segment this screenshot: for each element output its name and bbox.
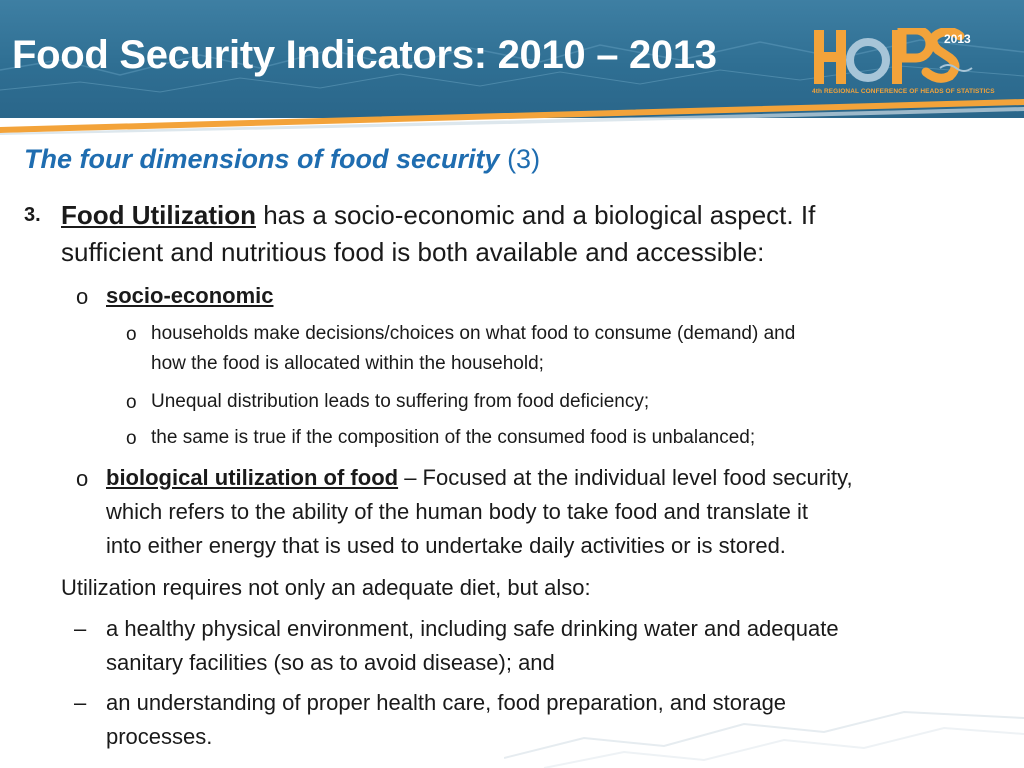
page-title: Food Security Indicators: 2010 – 2013 [12,33,717,77]
bio-line2: which refers to the ability of the human body to take food and translate it [106,499,808,524]
logo-year: 2013 [944,32,971,46]
socio-label-text: socio-economic [106,283,274,308]
socio-sub2-line1: Unequal distribution leads to suffering from food deficiency; [151,391,650,412]
item3-line2: sufficient and nutritious food is both available and accessible: [61,237,765,267]
bio-bullet: o [76,466,89,491]
socio-sub2-bullet: o [126,392,137,413]
subtitle-emphasis: The four dimensions of food security [24,144,500,174]
socio-sub1-line2: how the food is allocated within the household; [151,353,544,374]
item3-line1-rest: has a socio-economic and a biological aspect. If [255,200,816,230]
requires-item2-line1: an understanding of proper health care, food preparation, and storage [106,690,787,715]
socio-sub3-line1: the same is true if the composition of the consumed food is unbalanced; [151,427,756,448]
bio-line1 [106,465,853,491]
item-number: 3. [24,204,41,226]
logo-tagline: 4th REGIONAL CONFERENCE OF HEADS OF STATISTICS [812,88,995,95]
requires-item1-bullet: – [74,616,87,641]
socio-sub3-bullet: o [126,428,137,449]
socio-label [106,283,273,309]
requires-intro: Utilization requires not only an adequate diet, but also: [61,575,591,600]
bio-line3: into either energy that is used to undertake daily activities or is stored. [106,533,786,558]
requires-item2-line2: processes. [106,724,213,749]
requires-item2-bullet: – [74,690,87,715]
socio-sub1-line1: households make decisions/choices on what food to consume (demand) and [151,323,796,344]
socio-sub1-bullet: o [126,324,137,345]
bio-label: biological utilization of food [106,465,399,490]
item3-term: Food Utilization [61,200,256,230]
requires-item1-line2: sanitary facilities (so as to avoid disease); and [106,650,555,675]
slide-subtitle [24,144,540,175]
item3-line1 [61,200,815,231]
subtitle-suffix: (3) [507,144,541,174]
socio-bullet: o [76,284,89,309]
requires-item1-line1: a healthy physical environment, including safe drinking water and adequate [106,616,839,641]
bio-line1-rest: – Focused at the individual level food security, [398,465,853,490]
